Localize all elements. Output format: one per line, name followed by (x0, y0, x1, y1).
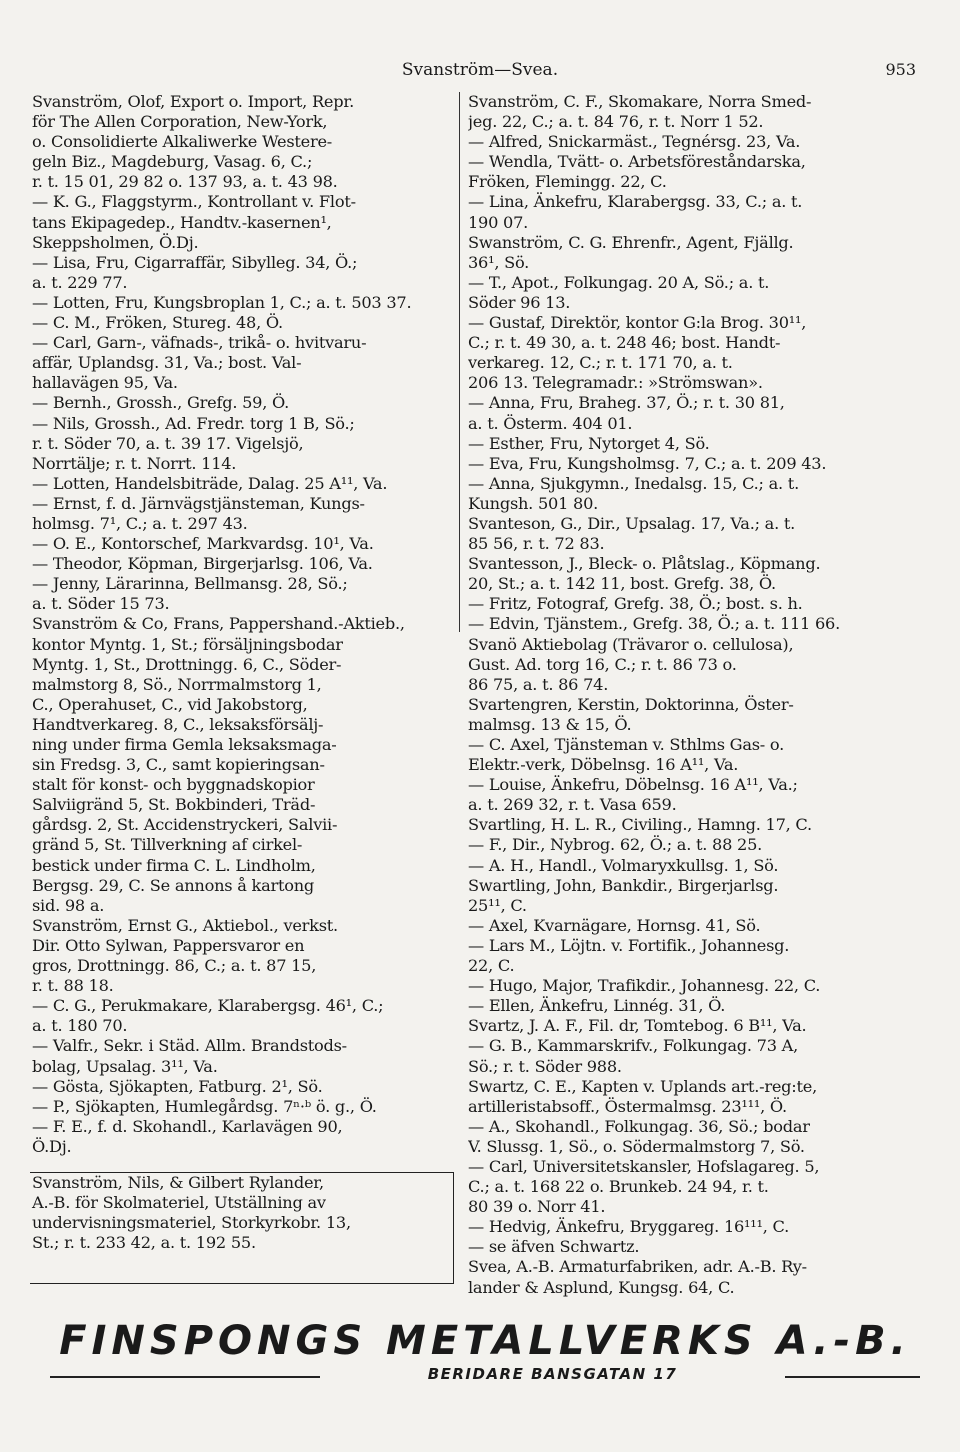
boxed-entry-line: A.-B. för Skolmateriel, Utställning av (32, 1193, 326, 1213)
directory-entry-line: — Edvin, Tjänstem., Grefg. 38, Ö.; a. t. 111 66. (468, 614, 840, 634)
directory-entry-line: r. t. 88 18. (32, 976, 114, 996)
directory-entry-line: — Hedvig, Änkefru, Bryggareg. 16¹¹¹, C. (468, 1217, 790, 1237)
directory-entry-line: artilleristabsoff., Östermalmsg. 23¹¹¹, Ö. (468, 1096, 787, 1116)
directory-entry-line: Skeppsholmen, Ö.Dj. (32, 232, 199, 252)
directory-entry-line: — Ernst, f. d. Järnvägstjänsteman, Kungs- (32, 493, 365, 513)
directory-entry-line: — Carl, Garn-, väfnads-, trikå- o. hvitvaru- (32, 333, 367, 353)
directory-entry-line: Myntg. 1, St., Drottningg. 6, C., Söder- (32, 654, 342, 674)
directory-entry-line: Svanö Aktiebolag (Trävaror o. cellulosa), (468, 634, 794, 654)
directory-entry-line: 206 13. Telegramadr.: »Strömswan». (468, 373, 763, 393)
right-column (468, 92, 938, 1298)
directory-entry-line: Dir. Otto Sylwan, Pappersvaror en (32, 935, 305, 955)
directory-entry-line: — Lina, Änkefru, Klarabergsg. 33, C.; a. t. (468, 192, 803, 212)
directory-entry-line: — F., Dir., Nybrog. 62, Ö.; a. t. 88 25. (468, 835, 763, 855)
directory-entry-line: Handtverkareg. 8, C., leksaksförsälj- (32, 714, 324, 734)
directory-entry-line: a. t. Österm. 404 01. (468, 413, 633, 433)
column-divider (459, 92, 460, 632)
directory-entry-line: 86 75, a. t. 86 74. (468, 674, 609, 694)
directory-entry-line: kontor Myntg. 1, St.; försäljningsbodar (32, 634, 343, 654)
directory-entry-line: geln Biz., Magdeburg, Vasag. 6, C.; (32, 152, 313, 172)
directory-entry-line: malmstorg 8, Sö., Norrmalmstorg 1, (32, 674, 322, 694)
directory-entry-line: — Esther, Fru, Nytorget 4, Sö. (468, 433, 710, 453)
directory-entry-line: bestick under firma C. L. Lindholm, (32, 855, 316, 875)
directory-entry-line: — F. E., f. d. Skohandl., Karlavägen 90, (32, 1116, 343, 1136)
directory-entry-line: — Jenny, Lärarinna, Bellmansg. 28, Sö.; (32, 574, 348, 594)
directory-entry-line: — Hugo, Major, Trafikdir., Johannesg. 22, C. (468, 976, 821, 996)
directory-entry-line: — Anna, Fru, Braheg. 37, Ö.; r. t. 30 81, (468, 393, 785, 413)
directory-entry-line: — Carl, Universitetskansler, Hofslagareg. 5, (468, 1156, 820, 1176)
directory-entry-line: a. t. 269 32, r. t. Vasa 659. (468, 795, 677, 815)
directory-entry-line: sid. 98 a. (32, 895, 105, 915)
directory-entry-line: Svartling, H. L. R., Civiling., Hamng. 17, C. (468, 815, 812, 835)
directory-entry-line: verkareg. 12, C.; r. t. 171 70, a. t. (468, 353, 733, 373)
directory-entry-line: a. t. 229 77. (32, 272, 128, 292)
directory-entry-line: Kungsh. 501 80. (468, 493, 599, 513)
directory-entry-line: — Lisa, Fru, Cigarraffär, Sibylleg. 34, Ö.; (32, 252, 358, 272)
directory-entry-line: 36¹, Sö. (468, 252, 530, 272)
directory-entry-line: gros, Drottningg. 86, C.; a. t. 87 15, (32, 956, 317, 976)
directory-entry-line: 80 39 o. Norr 41. (468, 1197, 606, 1217)
boxed-entry (30, 1172, 454, 1284)
directory-entry-line: Svanström, Olof, Export o. Import, Repr. (32, 92, 354, 111)
directory-entry-line: Elektr.-verk, Döbelnsg. 16 A¹¹, Va. (468, 755, 739, 775)
directory-entry-line: — A. H., Handl., Volmaryxkullsg. 1, Sö. (468, 855, 779, 875)
directory-entry-line: 190 07. (468, 212, 529, 232)
running-title: Svanström—Svea. (401, 60, 559, 80)
directory-entry-line: — Nils, Grossh., Ad. Fredr. torg 1 B, Sö.; (32, 413, 355, 433)
directory-entry-line: — se äfven Schwartz. (468, 1237, 640, 1257)
directory-entry-line: Svantesson, J., Bleck- o. Plåtslag., Köpmang. (468, 554, 821, 574)
directory-entry-line: Svanström, Ernst G., Aktiebol., verkst. (32, 915, 338, 935)
ad-rule-left (50, 1376, 320, 1378)
ad-address: BERIDARE BANSGATAN 17 (427, 1365, 678, 1383)
directory-entry-line: malmsg. 13 & 15, Ö. (468, 714, 632, 734)
directory-entry-line: Gust. Ad. torg 16, C.; r. t. 86 73 o. (468, 654, 737, 674)
directory-entry-line: — C. G., Perukmakare, Klarabergsg. 46¹, C.; (32, 996, 384, 1016)
directory-entry-line: — Alfred, Snickarmäst., Tegnérsg. 23, Va. (468, 132, 801, 152)
directory-entry-line: affär, Uplandsg. 31, Va.; bost. Val- (32, 353, 302, 373)
directory-entry-line: gårdsg. 2, St. Accidenstryckeri, Salvii- (32, 815, 338, 835)
directory-entry-line: Söder 96 13. (468, 292, 571, 312)
directory-entry-line: — C. M., Fröken, Stureg. 48, Ö. (32, 313, 283, 333)
directory-entry-line: V. Slussg. 1, Sö., o. Södermalmstorg 7, Sö. (468, 1136, 805, 1156)
boxed-entry-line: undervisningsmateriel, Storkyrkobr. 13, (32, 1213, 351, 1233)
directory-entry-line: a. t. Söder 15 73. (32, 594, 170, 614)
directory-entry-line: — K. G., Flaggstyrm., Kontrollant v. Flot- (32, 192, 356, 212)
directory-entry-line: — Bernh., Grossh., Grefg. 59, Ö. (32, 393, 289, 413)
directory-entry-line: — Axel, Kvarnägare, Hornsg. 41, Sö. (468, 915, 761, 935)
boxed-entry-line: Svanström, Nils, & Gilbert Rylander, (32, 1173, 324, 1192)
directory-entry-line: C.; r. t. 49 30, a. t. 248 46; bost. Handt- (468, 333, 781, 353)
directory-entry-line: — Wendla, Tvätt- o. Arbetsföreståndarska, (468, 152, 806, 172)
directory-entry-line: C.; a. t. 168 22 o. Brunkeb. 24 94, r. t. (468, 1177, 769, 1197)
directory-entry-line: — Gösta, Sjökapten, Fatburg. 2¹, Sö. (32, 1076, 323, 1096)
directory-entry-line: Svanteson, G., Dir., Upsalag. 17, Va.; a. t. (468, 513, 796, 533)
directory-entry-line: gränd 5, St. Tillverkning af cirkel- (32, 835, 303, 855)
directory-entry-line: 20, St.; a. t. 142 11, bost. Grefg. 38, Ö. (468, 574, 776, 594)
directory-entry-line: hallavägen 95, Va. (32, 373, 178, 393)
directory-entry-line: — G. B., Kammarskrifv., Folkungag. 73 A, (468, 1036, 798, 1056)
directory-entry-line: lander & Asplund, Kungsg. 64, C. (468, 1277, 735, 1297)
directory-entry-line: tans Ekipagedep., Handtv.-kasernen¹, (32, 212, 332, 232)
directory-entry-line: — Ellen, Änkefru, Linnég. 31, Ö. (468, 996, 726, 1016)
directory-entry-line: Svanström, C. F., Skomakare, Norra Smed- (468, 92, 812, 111)
directory-entry-line: r. t. 15 01, 29 82 o. 137 93, a. t. 43 98. (32, 172, 338, 192)
directory-entry-line: 85 56, r. t. 72 83. (468, 534, 605, 554)
directory-entry-line: Fröken, Flemingg. 22, C. (468, 172, 667, 192)
directory-entry-line: a. t. 180 70. (32, 1016, 128, 1036)
directory-entry-line: Salviigränd 5, St. Bokbinderi, Träd- (32, 795, 316, 815)
directory-entry-line: — Eva, Fru, Kungsholmsg. 7, C.; a. t. 209 43. (468, 453, 827, 473)
directory-entry-line: Svartz, J. A. F., Fil. dr, Tomtebog. 6 B¹¹, Va. (468, 1016, 807, 1036)
directory-entry-line: — T., Apot., Folkungag. 20 A, Sö.; a. t. (468, 272, 770, 292)
directory-entry-line: — Gustaf, Direktör, kontor G:la Brog. 30¹¹, (468, 313, 807, 333)
directory-entry-line: jeg. 22, C.; a. t. 84 76, r. t. Norr 1 52. (468, 112, 764, 132)
directory-entry-line: — Louise, Änkefru, Döbelnsg. 16 A¹¹, Va.; (468, 775, 798, 795)
ad-rule-right (785, 1376, 920, 1378)
directory-entry-line: o. Consolidierte Alkaliwerke Westere- (32, 132, 333, 152)
directory-entry-line: — Lars M., Löjtn. v. Fortifik., Johannesg. (468, 935, 790, 955)
directory-entry-line: — Fritz, Fotograf, Grefg. 38, Ö.; bost. s. h. (468, 594, 803, 614)
page-header (0, 60, 960, 84)
page-number: 953 (885, 60, 916, 79)
directory-entry-line: för The Allen Corporation, New-York, (32, 112, 328, 132)
directory-entry-line: Swartz, C. E., Kapten v. Uplands art.-reg:te, (468, 1076, 817, 1096)
directory-entry-line: Svanström & Co, Frans, Pappershand.-Aktieb., (32, 614, 405, 634)
directory-entry-line: Svartengren, Kerstin, Doktorinna, Öster- (468, 694, 794, 714)
directory-entry-line: — Lotten, Fru, Kungsbroplan 1, C.; a. t. 503 37. (32, 292, 412, 312)
left-column (32, 92, 452, 1157)
directory-entry-line: 22, C. (468, 956, 515, 976)
directory-entry-line: holmsg. 7¹, C.; a. t. 297 43. (32, 513, 248, 533)
directory-entry-line: — Theodor, Köpman, Birgerjarlsg. 106, Va. (32, 554, 373, 574)
directory-entry-line: stalt för konst- och byggnadskopior (32, 775, 315, 795)
directory-entry-line: — Anna, Sjukgymn., Inedalsg. 15, C.; a. t. (468, 473, 799, 493)
directory-entry-line: — P., Sjökapten, Humlegårdsg. 7ⁿ·ᵇ ö. g., Ö. (32, 1096, 377, 1116)
directory-entry-line: ning under firma Gemla leksaksmaga- (32, 735, 337, 754)
directory-entry-line: C., Operahuset, C., vid Jakobstorg, (32, 694, 308, 714)
directory-entry-line: r. t. Söder 70, a. t. 39 17. Vigelsjö, (32, 433, 304, 453)
boxed-entry-line: St.; r. t. 233 42, a. t. 192 55. (32, 1233, 256, 1253)
directory-entry-line: sin Fredsg. 3, C., samt kopieringsan- (32, 755, 325, 775)
directory-entry-line: Sö.; r. t. Söder 988. (468, 1056, 622, 1076)
directory-entry-line: — C. Axel, Tjänsteman v. Sthlms Gas- o. (468, 735, 785, 754)
directory-entry-line: — Valfr., Sekr. i Städ. Allm. Brandstods- (32, 1036, 347, 1056)
footer-advertisement (50, 1318, 920, 1383)
directory-entry-line: Swartling, John, Bankdir., Birgerjarlsg. (468, 875, 779, 895)
directory-entry-line: — Lotten, Handelsbiträde, Dalag. 25 A¹¹, Va. (32, 473, 388, 493)
directory-entry-line: Svea, A.-B. Armaturfabriken, adr. A.-B. Ry- (468, 1257, 807, 1277)
directory-entry-line: Swanström, C. G. Ehrenfr., Agent, Fjällg. (468, 232, 794, 252)
directory-entry-line: Ö.Dj. (32, 1136, 72, 1156)
directory-entry-line: 25¹¹, C. (468, 895, 527, 915)
directory-entry-line: Norrtälje; r. t. Norrt. 114. (32, 453, 237, 473)
directory-entry-line: bolag, Upsalag. 3¹¹, Va. (32, 1056, 218, 1076)
directory-entry-line: Bergsg. 29, C. Se annons å kartong (32, 875, 314, 895)
directory-entry-line: — A., Skohandl., Folkungag. 36, Sö.; bodar (468, 1116, 810, 1136)
ad-company-name: FINSPONGS METALLVERKS A.-B. (59, 1318, 911, 1364)
directory-entry-line: — O. E., Kontorschef, Markvardsg. 10¹, Va. (32, 534, 374, 554)
